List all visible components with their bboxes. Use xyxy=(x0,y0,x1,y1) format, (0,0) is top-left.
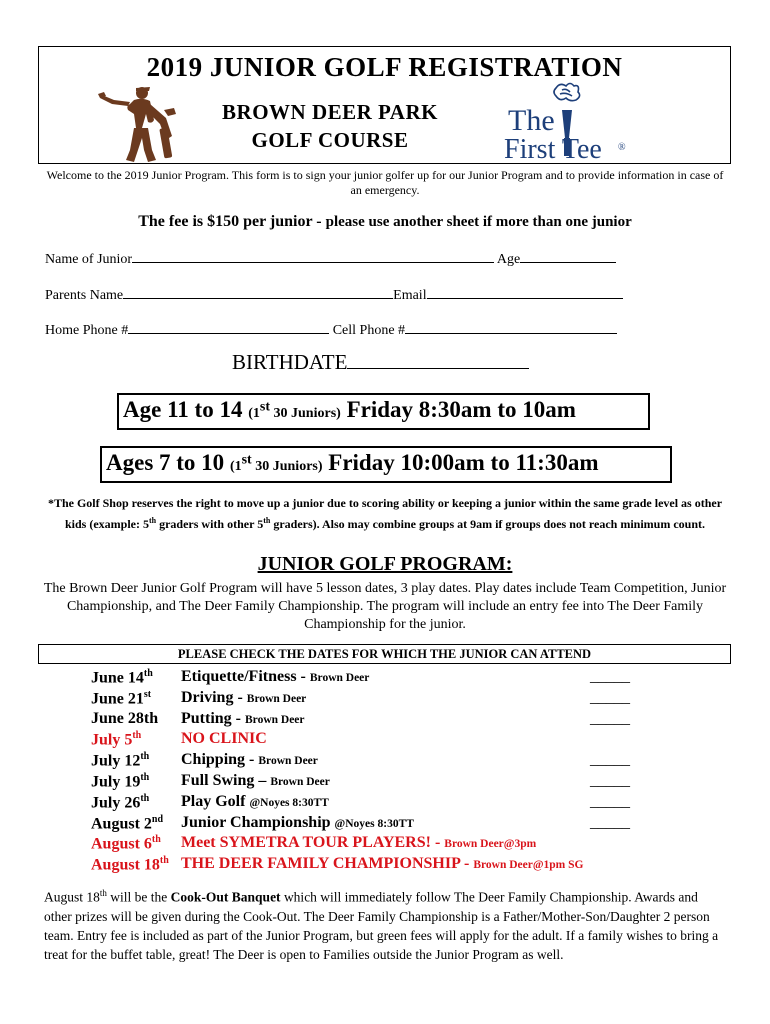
note-part: graders). Also may combine groups at 9am if groups does not reach minimum count. xyxy=(270,517,706,531)
golf-shop-note xyxy=(44,495,726,533)
cookout-paragraph xyxy=(44,884,728,964)
schedule-location: Brown Deer xyxy=(309,672,370,684)
age-group-ordinal: st xyxy=(259,399,271,415)
email-field[interactable] xyxy=(427,284,623,299)
parents-name-field[interactable] xyxy=(123,284,393,299)
schedule-date xyxy=(91,730,141,749)
age-group-time: Friday 8:30am to 10am xyxy=(340,397,576,422)
schedule-location: Brown Deer xyxy=(270,776,330,788)
logo-text-the: The xyxy=(508,104,555,137)
logo-registered-mark: ® xyxy=(618,142,626,153)
schedule-date-text: July 5 xyxy=(91,731,133,749)
junior-name-label: Name of Junior xyxy=(45,252,133,267)
schedule-date-text: June 28th xyxy=(91,709,159,727)
birthdate-label: BIRTHDATE xyxy=(232,350,348,374)
schedule-event-text: Play Golf xyxy=(181,792,250,810)
schedule-date xyxy=(91,710,158,728)
schedule-location: Brown Deer xyxy=(246,692,307,705)
schedule-location: Brown Deer@3pm xyxy=(444,838,537,851)
schedule-row xyxy=(0,710,770,731)
schedule-row xyxy=(0,730,770,751)
age-group-ordinal: st xyxy=(241,452,252,468)
welcome-text: Welcome to the 2019 Junior Program. This form is to sign your junior golfer up for our Junior Program and to provide information in case of an emergency. xyxy=(46,168,724,197)
schedule-date xyxy=(91,751,149,770)
attend-checkbox-line[interactable]: _____ xyxy=(590,668,630,685)
logo-text-first-tee: First Tee xyxy=(504,134,602,162)
schedule-location: Brown Deer@1pm SG xyxy=(473,859,584,872)
schedule-date-sup: th xyxy=(140,751,150,763)
check-dates-header: PLEASE CHECK THE DATES FOR WHICH THE JUNIOR CAN ATTEND xyxy=(38,644,731,664)
schedule-row xyxy=(0,751,770,772)
schedule-location: @Noyes 8:30TT xyxy=(249,796,329,809)
note-sup: th xyxy=(263,516,271,525)
age-group-limit: 30 Juniors) xyxy=(270,406,341,421)
course-name-line1: BROWN DEER PARK xyxy=(222,100,438,124)
page-title: 2019 JUNIOR GOLF REGISTRATION xyxy=(146,52,623,82)
birthdate-field[interactable] xyxy=(347,350,529,369)
attend-checkbox-line[interactable]: _____ xyxy=(590,813,630,831)
schedule-date xyxy=(91,793,149,812)
schedule-event-text: Chipping - xyxy=(181,751,259,769)
junior-name-row xyxy=(45,248,616,268)
age-label: Age xyxy=(496,252,521,267)
age-field[interactable] xyxy=(520,248,616,263)
schedule-date xyxy=(91,814,163,833)
home-phone-label: Home Phone # xyxy=(45,323,129,338)
schedule-row xyxy=(0,689,770,710)
schedule-location: @Noyes 8:30TT xyxy=(334,817,414,830)
schedule-event xyxy=(181,855,583,873)
schedule-date-text: August 6 xyxy=(91,835,152,853)
parents-row xyxy=(45,284,623,304)
schedule-date-sup: st xyxy=(143,688,152,700)
course-name-line2: GOLF COURSE xyxy=(251,128,409,152)
schedule-date-sup: th xyxy=(140,772,150,783)
attend-checkbox-line[interactable]: _____ xyxy=(590,792,630,810)
note-sup: th xyxy=(148,516,157,525)
schedule-location: Brown Deer xyxy=(258,755,318,768)
schedule-event xyxy=(181,772,330,790)
age-group-limit: 30 Juniors) xyxy=(251,459,323,474)
note-part: *The Golf Shop reserves the right to move up a junior due to scoring ability or keeping a junior within the same grade level as other kids (example: 5 xyxy=(47,496,723,531)
age-group-time: Friday 10:00am to 11:30am xyxy=(322,450,599,475)
home-phone-field[interactable] xyxy=(128,319,329,334)
schedule-event xyxy=(181,668,369,686)
phone-row xyxy=(45,319,617,339)
attend-checkbox-line[interactable]: _____ xyxy=(590,688,630,706)
schedule-date-sup: nd xyxy=(151,813,164,825)
junior-name-field[interactable] xyxy=(132,248,494,263)
age-group-limit-open: (1 xyxy=(229,459,242,474)
schedule-row xyxy=(0,668,770,689)
birthdate-row xyxy=(232,350,529,375)
schedule-row xyxy=(0,772,770,793)
schedule-event xyxy=(181,730,267,748)
schedule-location: Brown Deer xyxy=(245,713,305,726)
schedule-date-text: July 19 xyxy=(91,773,141,791)
age-group-11-14-box xyxy=(117,393,650,430)
schedule-date-text: July 12 xyxy=(91,752,141,770)
schedule-event-text: Etiquette/Fitness - xyxy=(181,668,310,685)
schedule-event-text: Driving - xyxy=(181,688,247,706)
fee-line xyxy=(44,213,726,231)
schedule-event xyxy=(181,834,536,852)
schedule-date-text: August 2 xyxy=(91,814,152,832)
schedule-row xyxy=(0,814,770,835)
program-description: The Brown Deer Junior Golf Program will have 5 lesson dates, 3 play dates. Play dates include Team Competition, Junior Championship, and The Deer Family Championship. The program will include an entry fee into The Deer Family Championship for the junior. xyxy=(43,581,727,632)
note-part: graders with other 5 xyxy=(156,517,264,531)
attend-checkbox-line[interactable]: _____ xyxy=(590,709,630,727)
fee-note: please use another sheet if more than one junior xyxy=(325,214,632,230)
schedule-date-text: August 18 xyxy=(91,856,160,874)
schedule-event xyxy=(181,793,329,811)
footer-sup: th xyxy=(99,888,107,898)
attend-checkbox-line[interactable]: _____ xyxy=(590,751,630,769)
schedule-date-sup: th xyxy=(159,855,169,867)
schedule-date-sup: th xyxy=(132,730,142,742)
schedule-row xyxy=(0,855,770,876)
age-group-7-10-box xyxy=(100,446,672,483)
schedule-event xyxy=(181,689,306,707)
schedule-event-text: Junior Championship xyxy=(181,813,335,831)
schedule-date xyxy=(91,834,161,853)
golfer-silhouette-icon xyxy=(92,84,184,164)
schedule-event xyxy=(181,710,305,728)
fee-amount: The fee is $150 per junior - xyxy=(138,213,326,230)
schedule-date-text: June 21 xyxy=(91,690,144,708)
cell-phone-field[interactable] xyxy=(405,319,617,334)
schedule-date-sup: th xyxy=(140,792,150,804)
schedule-date xyxy=(91,668,153,687)
schedule-date xyxy=(91,689,151,708)
schedule-event-text: THE DEER FAMILY CHAMPIONSHIP - xyxy=(181,855,474,873)
schedule-event-text: Putting - xyxy=(181,709,245,727)
footer-part: which will immediately follow The Deer Family Championship. Awards and other prizes will be given during the Cook-Out. The Deer Family Championship is a Father/Mother-Son/Daughter 2 person team. Entry fee is included as part of the Junior Program, but green fees will apply for the adult. If a family wishes to bring a treat for the buffet table, great! The Deer is open to Families outside the Junior Program as well. xyxy=(44,889,719,962)
schedule-date-sup: th xyxy=(143,668,153,679)
schedule-date-text: July 26 xyxy=(91,794,141,812)
schedule-event-text: Full Swing – xyxy=(181,772,271,789)
footer-part: will be the xyxy=(106,889,171,905)
schedule-date xyxy=(91,772,149,791)
age-group-limit-open: (1 xyxy=(248,406,260,421)
schedule-event xyxy=(181,751,318,769)
schedule-row xyxy=(0,834,770,855)
attend-checkbox-line[interactable]: _____ xyxy=(590,772,630,789)
age-group-range: Ages 7 to 10 xyxy=(106,450,230,475)
cell-phone-label: Cell Phone # xyxy=(329,323,406,338)
email-label: Email xyxy=(393,288,427,303)
schedule-date-sup: th xyxy=(151,834,161,846)
footer-part: August 18 xyxy=(44,889,100,905)
schedule-event-text: Meet SYMETRA TOUR PLAYERS! - xyxy=(181,834,445,852)
first-tee-logo xyxy=(500,80,630,162)
schedule-event-text: NO CLINIC xyxy=(181,730,267,748)
age-group-range: Age 11 to 14 xyxy=(123,397,249,422)
schedule-event xyxy=(181,814,414,832)
parents-name-label: Parents Name xyxy=(45,288,124,303)
cookout-banquet-text: Cook-Out Banquet xyxy=(170,889,281,905)
schedule-date-text: June 14 xyxy=(91,669,144,687)
schedule-row xyxy=(0,793,770,814)
schedule-date xyxy=(91,855,169,874)
program-title: JUNIOR GOLF PROGRAM: xyxy=(257,553,513,575)
